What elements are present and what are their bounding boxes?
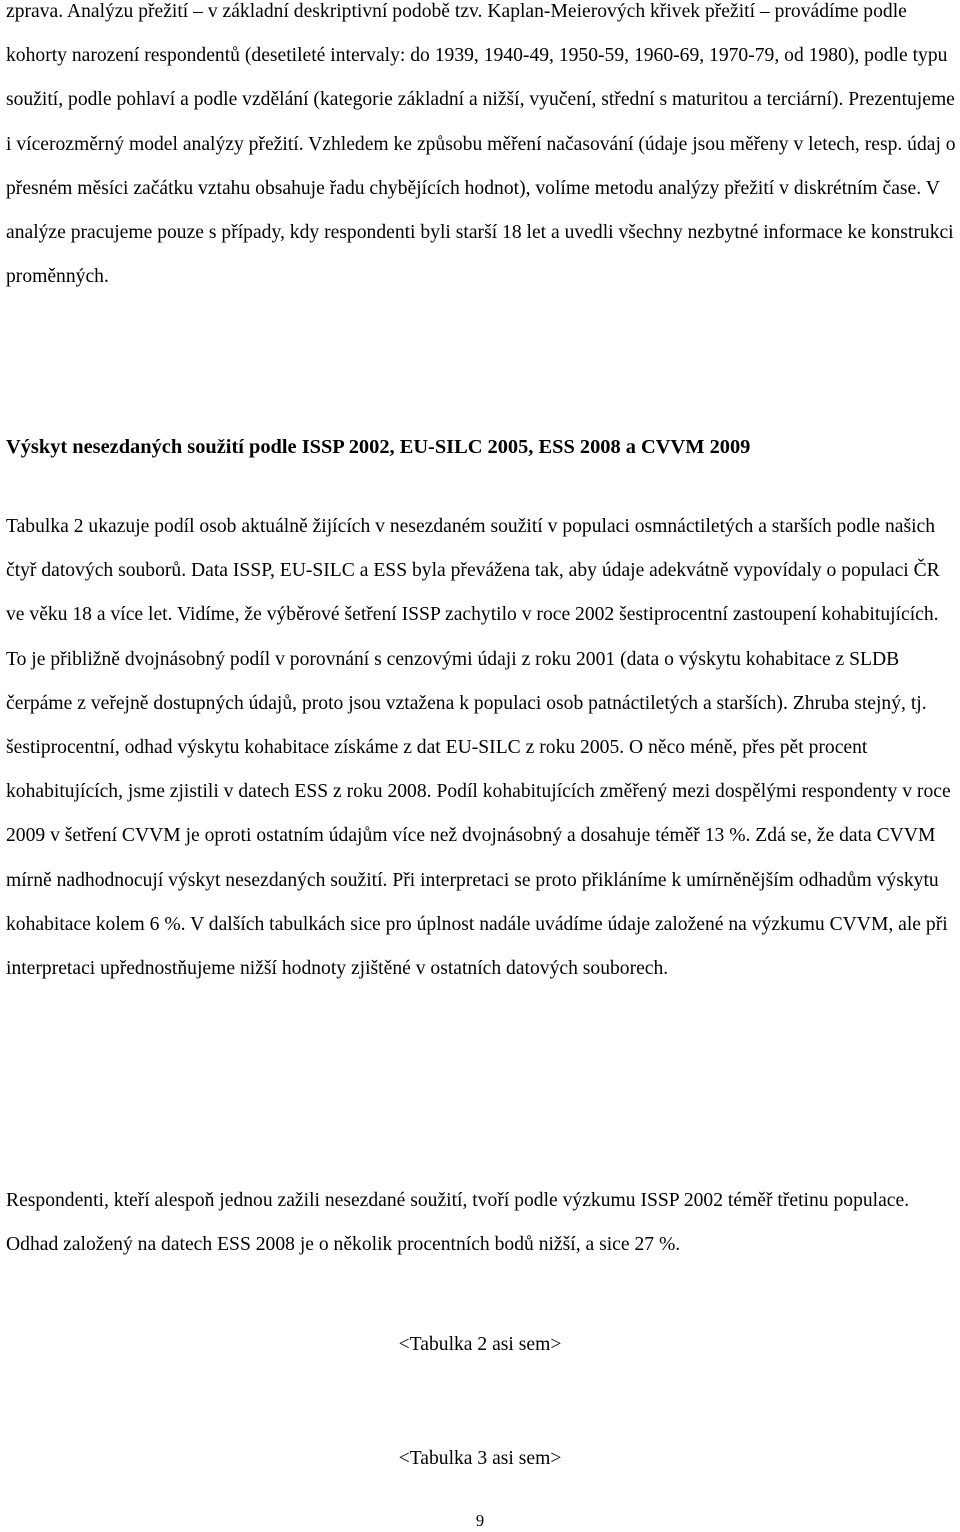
- table2-placeholder: <Tabulka 2 asi sem>: [398, 1334, 562, 1355]
- section-heading: Výskyt nesezdaných soužití podle ISSP 2002, EU-SILC 2005, ESS 2008 a CVVM 2009: [6, 436, 751, 458]
- intro-paragraph: zprava. Analýzu přežití – v základní deskriptivní podobě tzv. Kaplan-Meierových křivek přežití – provádíme podle kohorty narození respondentů (desetileté intervaly: do 1939, 1940-49, 1950-59, 1960-69, 1970-79, od 1980), podle typu soužití, podle pohlaví a podle vzdělání (kategorie základní a nižší, vyučení, střední s maturitou a terciární). Prezentujeme i vícerozměrný model analýzy přežití. Vzhledem ke způsobu měření načasování (údaje jsou měřeny v letech, resp. údaj o přesném měsíci začátku vztahu obsahuje řadu chybějících hodnot), volíme metodu analýzy přežití v diskrétním čase. V analýze pracujeme pouze s případy, kdy respondenti byli starší 18 let a uvedli všechny nezbytné informace ke konstrukci proměnných.: [6, 1, 956, 288]
- respondents-paragraph: Respondenti, kteří alespoň jednou zažili nesezdané soužití, tvoří podle výzkumu ISSP 2002 téměř třetinu populace. Odhad založený na datech ESS 2008 je o několik procentních bodů nižší, a sice 27 %.: [6, 1190, 910, 1256]
- table2-paragraph: Tabulka 2 ukazuje podíl osob aktuálně žijících v nesezdaném soužití v populaci osmnáctiletých a starších podle našich čtyř datových souborů. Data ISSP, EU-SILC a ESS byla převážena tak, aby údaje adekvátně vypovídaly o populaci ČR ve věku 18 a více let. Vidíme, že výběrové šetření ISSP zachytilo v roce 2002 šestiprocentní zastoupení kohabitujících. To je přibližně dvojnásobný podíl v porovnání s cenzovými údaji z roku 2001 (data o výskytu kohabitace z SLDB čerpáme z veřejně dostupných údajů, proto jsou vztažena k populaci osob patnáctiletých a starších). Zhruba stejný, tj. šestiprocentní, odhad výskytu kohabitace získáme z dat EU-SILC z roku 2005. O něco méně, přes pět procent kohabitujících, jsme zjistili v datech ESS z roku 2008. Podíl kohabitujících změřený mezi dospělými respondenty v roce 2009 v šetření CVVM je oproti ostatním údajům více než dvojnásobný a dosahuje téměř 13 %. Zdá se, že data CVVM mírně nadhodnocují výskyt nesezdaných soužití. Při interpretaci se proto přikláníme k umírněnějším odhadům výskytu kohabitace kolem 6 %. V dalších tabulkách sice pro úplnost nadále uvádíme údaje založené na výzkumu CVVM, ale při interpretaci upřednostňujeme nižší hodnoty zjištěné v ostatních datových souborech.: [6, 516, 951, 980]
- table3-placeholder: <Tabulka 3 asi sem>: [398, 1448, 562, 1469]
- page-number: 9: [475, 1511, 485, 1530]
